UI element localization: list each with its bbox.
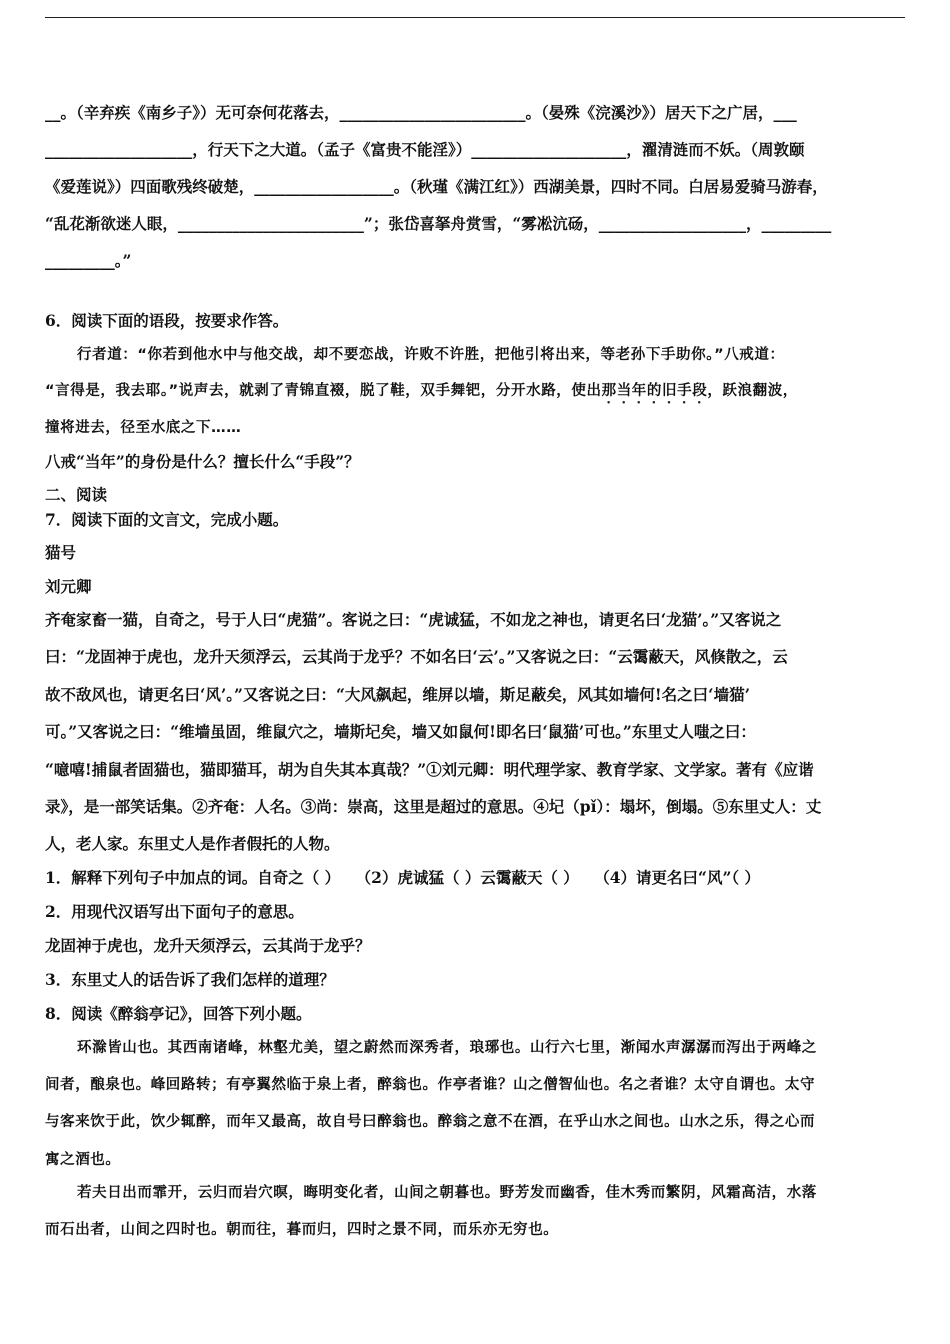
q7-heading: 7．阅读下面的文言文，完成小题。: [45, 510, 289, 529]
q8-para2-line: 若夫日出而霏开，云归而岩穴暝，晦明变化者，山间之朝暮也。野芳发而幽香，佳木秀而繁阴，风霜高洁，水落: [77, 1185, 817, 1201]
fill-in-line-2: ___________________，行天下之大道。（孟子《富贵不能淫》）____________________，濯清涟而不妖。（周敦颐: [45, 140, 805, 159]
q8-heading: 8．阅读《醉翁亭记》，回答下列小题。: [45, 1004, 312, 1023]
q6-question: 八戒“当年”的身份是什么？擅长什么“手段”？: [45, 452, 360, 471]
q7-sub-question-2-text: 龙固神于虎也，龙升天须浮云，云其尚于龙乎？: [45, 936, 371, 955]
q6-passage-line-1: 行者道：“你若到他水中与他交战，却不要恋战，许败不许胜，把他引将出来，等老孙下手助你。”八戒道：: [77, 347, 785, 363]
section-heading: 二、阅读: [45, 485, 108, 504]
q7-sub-question-1: 1．解释下列句子中加点的词。自奇之（ ） （2）虎诚猛（ ）云霭蔽天（ ） （4）请更名曰“风”（ ）: [45, 868, 761, 887]
q8-para2-line: 而石出者，山间之四时也。朝而往，暮而归，四时之景不同，而乐亦无穷也。: [45, 1222, 559, 1238]
q7-sub-question-2: 2．用现代汉语写出下面句子的意思。: [45, 902, 304, 921]
q7-text-line: 齐奄家畜一猫，自奇之，号于人曰“虎猫”。客说之曰：“虎诚猛，不如龙之神也，请更名曰‘龙猫’。”又客说之: [45, 610, 782, 629]
q6-passage-text-end: ，跃浪翻波，: [707, 383, 798, 399]
q6-passage-line-2: [45, 381, 907, 407]
q8-para1-line: 寓之酒也。: [45, 1152, 121, 1168]
q7-author: 刘元卿: [45, 577, 92, 596]
q7-text-line: 可。”又客说之曰：“维墙虽固，维鼠穴之，墙斯圮矣，墙又如鼠何!即名曰‘鼠猫’可也。”东里丈人嗤之曰：: [45, 722, 756, 741]
q7-text-line: “噫嘻!捕鼠者固猫也，猫即猫耳，胡为自失其本真哉？”①刘元卿：明代理学家、教育学家、文学家。著有《应谐: [45, 760, 814, 779]
fill-in-line-4: “乱花渐欲迷人眼，________________________”；张岱喜拏舟赏雪，“雾凇沆砀，___________________，_________: [45, 214, 832, 233]
q6-passage-line-3: 撞将进去，径至水底之下……: [45, 420, 242, 436]
q7-text-line: 人，老人家。东里丈人是作者假托的人物。: [45, 834, 340, 853]
fill-in-line-5: _________。”: [45, 251, 132, 270]
q8-para1-line: 间者，酿泉也。峰回路转；有亭翼然临于泉上者，醉翁也。作亭者谁？山之僧智仙也。名之者谁？太守自谓也。太守: [45, 1077, 816, 1093]
q8-para1-line: 环滁皆山也。其西南诸峰，林壑尤美，望之蔚然而深秀者，琅琊也。山行六七里，渐闻水声潺潺而泻出于两峰之: [77, 1040, 817, 1056]
q7-text-line: 录》，是一部笑话集。②齐奄：人名。③尚：崇高，这里是超过的意思。④圮（pǐ）：塌坏，倒塌。⑤东里丈人：丈: [45, 797, 822, 816]
q6-passage-text: “言得是，我去耶。”说声去，就剥了青锦直裰，脱了鞋，双手舞钯，分开水路，使出: [45, 383, 602, 399]
q7-text-line: 曰：“龙固神于虎也，龙升天须浮云，云其尚于龙乎？不如名曰‘云’。”又客说之曰：“云霭蔽天，风倏散之，云: [45, 647, 788, 666]
q7-title: 猫号: [45, 543, 77, 562]
fill-in-line-1: __。（辛弃疾《南乡子》）无可奈何花落去，________________________。（晏殊《浣溪沙》）居天下之广居，___: [45, 103, 797, 122]
q6-dotted-phrase: 那当年的旧手段: [601, 383, 708, 399]
header-rule: [45, 17, 905, 18]
q8-para1-line: 与客来饮于此，饮少辄醉，而年又最高，故自号曰醉翁也。醉翁之意不在酒，在乎山水之间也。山水之乐，得之心而: [45, 1114, 816, 1130]
q7-text-line: 故不敌风也，请更名曰‘风’。”又客说之曰：“大风飙起，维屏以墙，斯足蔽矣，风其如墙何!名之曰‘墙猫’: [45, 685, 750, 704]
fill-in-line-3: 《爱莲说》）四面歌残终破楚，__________________。（秋瑾《满江红》）西湖美景，四时不同。白居易爱骑马游春，: [45, 177, 828, 196]
q7-sub-question-3: 3．东里丈人的话告诉了我们怎样的道理？: [45, 970, 335, 989]
q6-heading: 6．阅读下面的语段，按要求作答。: [45, 311, 289, 330]
